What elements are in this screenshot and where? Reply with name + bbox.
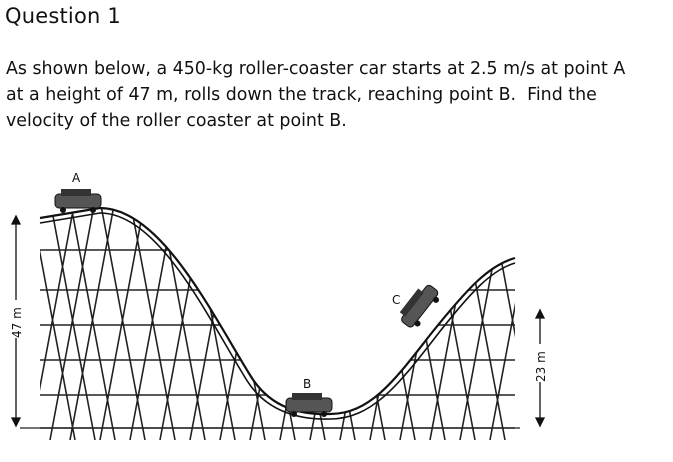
point-c-label: C [392,293,401,307]
track-inner-rail [40,213,515,419]
roller-coaster-figure [0,160,673,462]
question-line-3: velocity of the roller coaster at point B. [6,111,347,131]
question-line-1: As shown below, a 450-kg roller-coaster car starts at 2.5 m/s at point A [6,59,626,79]
question-line-2: at a height of 47 m, rolls down the track, reaching point B. Find the [6,85,597,105]
car-a [55,189,101,213]
point-b-label: B [303,377,312,391]
point-a-label: A [72,171,81,185]
height-c-label: 23 m [534,351,548,382]
question-title: Question 1 [5,4,121,28]
height-a-label: 47 m [10,307,24,338]
car-c [396,281,443,332]
question-text [6,56,668,134]
